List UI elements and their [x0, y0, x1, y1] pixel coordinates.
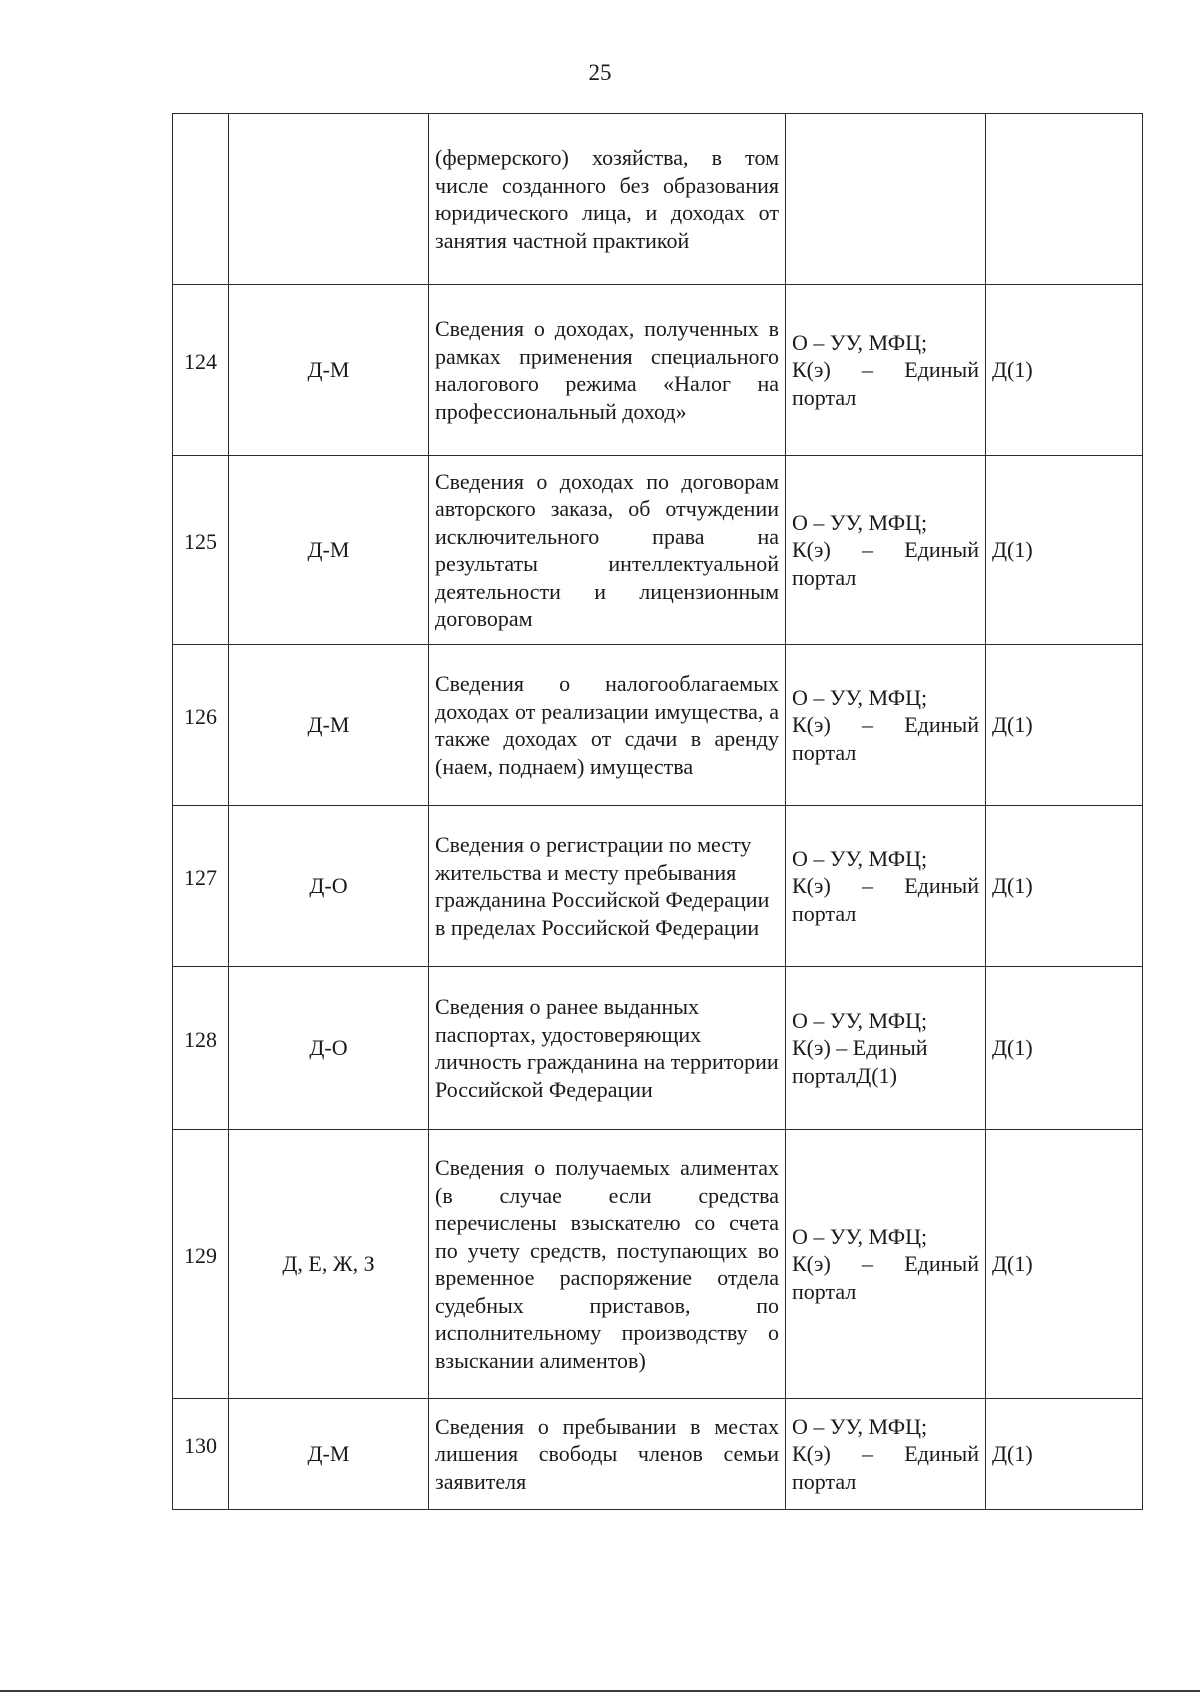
row-where: О – УУ, МФЦ; К(э) – Единый портал	[786, 1399, 986, 1510]
row-number: 130	[173, 1399, 229, 1510]
table-row	[173, 967, 1143, 1130]
row-description: Сведения о пребывании в местах лишения свободы членов семьи заявителя	[429, 1399, 786, 1510]
row-term: Д(1)	[986, 285, 1143, 456]
row-number: 127	[173, 806, 229, 967]
row-where: О – УУ, МФЦ; К(э) – Единый порталД(1)	[786, 967, 986, 1130]
table-row	[173, 1130, 1143, 1399]
table-row	[173, 285, 1143, 456]
row-description: (фермерского) хозяйства, в том числе созданного без образования юридического лица, и доходах от занятия частной практикой	[429, 114, 786, 285]
row-term: Д(1)	[986, 645, 1143, 806]
row-where	[786, 114, 986, 285]
page-number: 25	[588, 60, 612, 85]
row-category: Д-М	[229, 456, 429, 645]
scan-edge-line	[0, 1690, 1200, 1692]
row-category: Д-М	[229, 285, 429, 456]
row-term	[986, 114, 1143, 285]
row-category: Д-О	[229, 967, 429, 1130]
row-category: Д-М	[229, 645, 429, 806]
row-term: Д(1)	[986, 456, 1143, 645]
row-number: 129	[173, 1130, 229, 1399]
row-number: 126	[173, 645, 229, 806]
row-description: Сведения о получаемых алиментах (в случае если средства перечислены взыскателю со счета по учету средств, поступающих во временное распоряжение отдела судебных приставов, по исполнительному производству о взыскании алиментов)	[429, 1130, 786, 1399]
row-description: Сведения о налогооблагаемых доходах от реализации имущества, а также доходах от сдачи в аренду (наем, поднаем) имущества	[429, 645, 786, 806]
row-number	[173, 114, 229, 285]
row-number: 125	[173, 456, 229, 645]
row-number: 128	[173, 967, 229, 1130]
row-where: О – УУ, МФЦ; К(э) – Единый портал	[786, 285, 986, 456]
row-description: Сведения о доходах по договорам авторского заказа, об отчуждении исключительного права на результаты интеллектуальной деятельности и лицензионным договорам	[429, 456, 786, 645]
row-where: О – УУ, МФЦ; К(э) – Единый портал	[786, 456, 986, 645]
row-term: Д(1)	[986, 806, 1143, 967]
row-category	[229, 114, 429, 285]
table-row	[173, 114, 1143, 285]
row-term: Д(1)	[986, 967, 1143, 1130]
row-number: 124	[173, 285, 229, 456]
row-category: Д-М	[229, 1399, 429, 1510]
row-category: Д-О	[229, 806, 429, 967]
table-row	[173, 1399, 1143, 1510]
row-term: Д(1)	[986, 1130, 1143, 1399]
row-description: Сведения о доходах, полученных в рамках применения специального налогового режима «Налог на профессиональный доход»	[429, 285, 786, 456]
table-row	[173, 806, 1143, 967]
row-description: Сведения о регистрации по месту жительства и месту пребывания гражданина Российской Федерации в пределах Российской Федерации	[429, 806, 786, 967]
row-where: О – УУ, МФЦ; К(э) – Единый портал	[786, 1130, 986, 1399]
row-term: Д(1)	[986, 1399, 1143, 1510]
row-where: О – УУ, МФЦ; К(э) – Единый портал	[786, 645, 986, 806]
row-description: Сведения о ранее выданных паспортах, удостоверяющих личность гражданина на территории Российской Федерации	[429, 967, 786, 1130]
row-category: Д, Е, Ж, З	[229, 1130, 429, 1399]
row-where: О – УУ, МФЦ; К(э) – Единый портал	[786, 806, 986, 967]
services-table	[172, 113, 1143, 1510]
table-row	[173, 456, 1143, 645]
table-row	[173, 645, 1143, 806]
